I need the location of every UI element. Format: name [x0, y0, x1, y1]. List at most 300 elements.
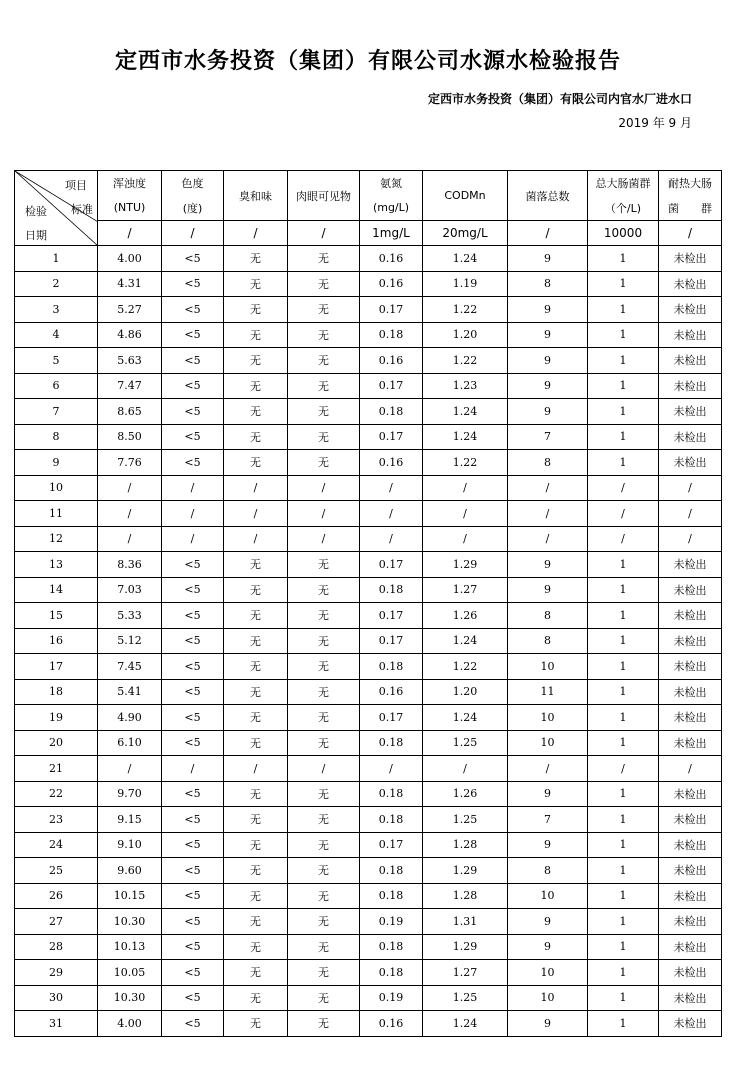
standard-row — [15, 221, 722, 246]
cell-coliforms: 1 — [588, 960, 659, 986]
cell-coliforms: 1 — [588, 705, 659, 731]
cell-coliforms: 1 — [588, 271, 659, 297]
cell-day: 2 — [15, 271, 98, 297]
table-row — [15, 399, 722, 425]
cell-codmn: 1.23 — [423, 373, 508, 399]
cell-visible-matter: 无 — [288, 603, 360, 629]
cell-odor: 无 — [224, 807, 288, 833]
cell-thermo-coliforms: 未检出 — [659, 807, 722, 833]
cell-color: <5 — [162, 1011, 224, 1037]
table-row — [15, 756, 722, 782]
cell-turbidity: 4.90 — [98, 705, 162, 731]
cell-turbidity: / — [98, 526, 162, 552]
table-row — [15, 679, 722, 705]
table-row — [15, 271, 722, 297]
cell-turbidity: 9.15 — [98, 807, 162, 833]
column-header-turbidity: 浑浊度 — [98, 171, 162, 196]
column-header-ammonia: 氨氮 — [360, 171, 423, 196]
table-row — [15, 730, 722, 756]
standard-cell: / — [288, 221, 360, 246]
cell-colony-count: 8 — [508, 271, 588, 297]
cell-odor: 无 — [224, 348, 288, 374]
standard-cell: 10000 — [588, 221, 659, 246]
cell-colony-count: 9 — [508, 909, 588, 935]
cell-color: <5 — [162, 883, 224, 909]
cell-thermo-coliforms: / — [659, 756, 722, 782]
cell-coliforms: 1 — [588, 654, 659, 680]
cell-day: 19 — [15, 705, 98, 731]
cell-codmn: 1.24 — [423, 705, 508, 731]
cell-ammonia: 0.16 — [360, 271, 423, 297]
column-header-colony-count: 菌落总数 — [508, 171, 588, 221]
cell-day: 1 — [15, 246, 98, 272]
cell-coliforms: 1 — [588, 985, 659, 1011]
cell-odor: 无 — [224, 603, 288, 629]
cell-visible-matter: 无 — [288, 832, 360, 858]
cell-ammonia: 0.18 — [360, 883, 423, 909]
cell-turbidity: 10.15 — [98, 883, 162, 909]
cell-color: <5 — [162, 705, 224, 731]
cell-visible-matter: / — [288, 756, 360, 782]
table-row — [15, 858, 722, 884]
column-header-color: 色度 — [162, 171, 224, 196]
column-header-coliforms: 总大肠菌群 — [588, 171, 659, 196]
cell-thermo-coliforms: 未检出 — [659, 832, 722, 858]
cell-coliforms: 1 — [588, 373, 659, 399]
cell-ammonia: 0.17 — [360, 705, 423, 731]
cell-colony-count: 9 — [508, 577, 588, 603]
cell-codmn: 1.22 — [423, 297, 508, 323]
cell-codmn: 1.29 — [423, 858, 508, 884]
report-period: 2019 年 9 月 — [618, 116, 692, 130]
cell-colony-count: 9 — [508, 297, 588, 323]
cell-color: <5 — [162, 450, 224, 476]
cell-colony-count: 11 — [508, 679, 588, 705]
cell-thermo-coliforms: 未检出 — [659, 246, 722, 272]
standard-cell: 1mg/L — [360, 221, 423, 246]
cell-ammonia: 0.16 — [360, 246, 423, 272]
table-row — [15, 807, 722, 833]
column-header-codmn: CODMn — [423, 171, 508, 221]
standard-cell: / — [659, 221, 722, 246]
cell-thermo-coliforms: 未检出 — [659, 552, 722, 578]
cell-color: <5 — [162, 807, 224, 833]
cell-visible-matter: 无 — [288, 297, 360, 323]
cell-colony-count: 10 — [508, 730, 588, 756]
table-row — [15, 322, 722, 348]
cell-visible-matter: / — [288, 501, 360, 527]
cell-visible-matter: 无 — [288, 322, 360, 348]
column-header-thermo-coliforms: 耐热大肠 — [659, 171, 722, 196]
cell-turbidity: 5.12 — [98, 628, 162, 654]
cell-visible-matter: 无 — [288, 552, 360, 578]
cell-turbidity: 7.03 — [98, 577, 162, 603]
cell-visible-matter: 无 — [288, 883, 360, 909]
cell-color: <5 — [162, 297, 224, 323]
cell-coliforms: 1 — [588, 679, 659, 705]
cell-colony-count: 9 — [508, 934, 588, 960]
cell-coliforms: 1 — [588, 399, 659, 425]
table-row — [15, 705, 722, 731]
cell-turbidity: 4.00 — [98, 1011, 162, 1037]
cell-thermo-coliforms: 未检出 — [659, 934, 722, 960]
cell-coliforms: 1 — [588, 807, 659, 833]
table-row — [15, 654, 722, 680]
cell-visible-matter: 无 — [288, 628, 360, 654]
cell-ammonia: 0.18 — [360, 807, 423, 833]
cell-color: <5 — [162, 271, 224, 297]
cell-day: 31 — [15, 1011, 98, 1037]
cell-turbidity: 7.76 — [98, 450, 162, 476]
cell-thermo-coliforms: 未检出 — [659, 654, 722, 680]
cell-day: 9 — [15, 450, 98, 476]
table-row — [15, 450, 722, 476]
cell-ammonia: 0.18 — [360, 730, 423, 756]
table-row — [15, 501, 722, 527]
cell-ammonia: 0.18 — [360, 781, 423, 807]
cell-codmn: 1.29 — [423, 934, 508, 960]
cell-turbidity: 7.47 — [98, 373, 162, 399]
cell-thermo-coliforms: / — [659, 501, 722, 527]
cell-colony-count: / — [508, 501, 588, 527]
corner-label-date: 日期 — [25, 229, 47, 242]
cell-turbidity: 7.45 — [98, 654, 162, 680]
cell-thermo-coliforms: 未检出 — [659, 348, 722, 374]
cell-turbidity: 5.41 — [98, 679, 162, 705]
cell-turbidity: 4.00 — [98, 246, 162, 272]
cell-ammonia: / — [360, 501, 423, 527]
cell-color: <5 — [162, 730, 224, 756]
cell-codmn: / — [423, 756, 508, 782]
cell-odor: 无 — [224, 654, 288, 680]
cell-odor: 无 — [224, 832, 288, 858]
cell-turbidity: 6.10 — [98, 730, 162, 756]
cell-visible-matter: 无 — [288, 1011, 360, 1037]
cell-thermo-coliforms: 未检出 — [659, 985, 722, 1011]
cell-visible-matter: 无 — [288, 985, 360, 1011]
cell-odor: 无 — [224, 297, 288, 323]
cell-visible-matter: 无 — [288, 399, 360, 425]
cell-turbidity: 8.50 — [98, 424, 162, 450]
table-row — [15, 577, 722, 603]
report-location: 定西市水务投资（集团）有限公司内官水厂进水口 — [427, 92, 692, 106]
cell-coliforms: 1 — [588, 832, 659, 858]
cell-visible-matter: 无 — [288, 373, 360, 399]
cell-odor: 无 — [224, 960, 288, 986]
cell-color: / — [162, 475, 224, 501]
cell-colony-count: 9 — [508, 552, 588, 578]
cell-ammonia: 0.18 — [360, 399, 423, 425]
cell-colony-count: 8 — [508, 603, 588, 629]
cell-ammonia: 0.16 — [360, 679, 423, 705]
cell-thermo-coliforms: / — [659, 475, 722, 501]
table-row — [15, 373, 722, 399]
cell-coliforms: 1 — [588, 348, 659, 374]
cell-visible-matter: 无 — [288, 654, 360, 680]
cell-colony-count: 9 — [508, 832, 588, 858]
cell-colony-count: 9 — [508, 781, 588, 807]
cell-ammonia: 0.17 — [360, 603, 423, 629]
cell-visible-matter: 无 — [288, 705, 360, 731]
cell-odor: 无 — [224, 577, 288, 603]
cell-codmn: 1.27 — [423, 960, 508, 986]
cell-odor: 无 — [224, 450, 288, 476]
cell-visible-matter: 无 — [288, 807, 360, 833]
cell-day: 12 — [15, 526, 98, 552]
cell-odor: 无 — [224, 552, 288, 578]
cell-thermo-coliforms: 未检出 — [659, 909, 722, 935]
table-row — [15, 781, 722, 807]
standard-cell: / — [162, 221, 224, 246]
cell-codmn: 1.24 — [423, 628, 508, 654]
cell-color: <5 — [162, 246, 224, 272]
cell-colony-count: 8 — [508, 628, 588, 654]
cell-thermo-coliforms: 未检出 — [659, 960, 722, 986]
cell-coliforms: / — [588, 475, 659, 501]
cell-color: <5 — [162, 858, 224, 884]
cell-colony-count: 9 — [508, 246, 588, 272]
cell-ammonia: 0.17 — [360, 373, 423, 399]
cell-odor: / — [224, 501, 288, 527]
standard-cell: / — [98, 221, 162, 246]
cell-ammonia: 0.19 — [360, 909, 423, 935]
cell-colony-count: / — [508, 756, 588, 782]
table-row — [15, 628, 722, 654]
cell-ammonia: 0.17 — [360, 424, 423, 450]
cell-codmn: 1.28 — [423, 883, 508, 909]
cell-codmn: / — [423, 526, 508, 552]
cell-visible-matter: 无 — [288, 730, 360, 756]
cell-codmn: 1.24 — [423, 1011, 508, 1037]
cell-visible-matter: 无 — [288, 960, 360, 986]
cell-codmn: 1.24 — [423, 424, 508, 450]
cell-day: 4 — [15, 322, 98, 348]
cell-visible-matter: 无 — [288, 450, 360, 476]
cell-codmn: 1.20 — [423, 679, 508, 705]
cell-color: <5 — [162, 348, 224, 374]
table-row — [15, 246, 722, 272]
cell-codmn: 1.24 — [423, 246, 508, 272]
cell-turbidity: 10.13 — [98, 934, 162, 960]
cell-visible-matter: / — [288, 475, 360, 501]
cell-day: 14 — [15, 577, 98, 603]
cell-color: <5 — [162, 679, 224, 705]
cell-day: 28 — [15, 934, 98, 960]
cell-ammonia: 0.18 — [360, 577, 423, 603]
cell-thermo-coliforms: 未检出 — [659, 399, 722, 425]
table-row — [15, 297, 722, 323]
cell-odor: 无 — [224, 934, 288, 960]
cell-coliforms: 1 — [588, 934, 659, 960]
cell-ammonia: / — [360, 526, 423, 552]
cell-colony-count: / — [508, 475, 588, 501]
cell-day: 6 — [15, 373, 98, 399]
cell-codmn: 1.29 — [423, 552, 508, 578]
cell-day: 26 — [15, 883, 98, 909]
cell-color: / — [162, 756, 224, 782]
cell-colony-count: / — [508, 526, 588, 552]
cell-color: <5 — [162, 552, 224, 578]
cell-visible-matter: 无 — [288, 679, 360, 705]
cell-coliforms: 1 — [588, 322, 659, 348]
cell-odor: 无 — [224, 246, 288, 272]
table-row — [15, 1011, 722, 1037]
cell-thermo-coliforms: 未检出 — [659, 424, 722, 450]
cell-coliforms: 1 — [588, 858, 659, 884]
cell-color: <5 — [162, 603, 224, 629]
cell-colony-count: 10 — [508, 883, 588, 909]
cell-codmn: 1.26 — [423, 781, 508, 807]
cell-turbidity: 5.27 — [98, 297, 162, 323]
cell-color: <5 — [162, 577, 224, 603]
cell-colony-count: 10 — [508, 654, 588, 680]
corner-label-item: 项目 — [65, 179, 87, 192]
cell-thermo-coliforms: 未检出 — [659, 577, 722, 603]
cell-turbidity: 8.65 — [98, 399, 162, 425]
cell-visible-matter: 无 — [288, 781, 360, 807]
cell-colony-count: 8 — [508, 450, 588, 476]
cell-turbidity: 4.86 — [98, 322, 162, 348]
cell-colony-count: 9 — [508, 322, 588, 348]
cell-odor: 无 — [224, 322, 288, 348]
table-row — [15, 960, 722, 986]
cell-day: 10 — [15, 475, 98, 501]
cell-thermo-coliforms: 未检出 — [659, 628, 722, 654]
cell-coliforms: 1 — [588, 909, 659, 935]
cell-colony-count: 9 — [508, 348, 588, 374]
cell-coliforms: / — [588, 756, 659, 782]
cell-color: / — [162, 526, 224, 552]
cell-visible-matter: 无 — [288, 271, 360, 297]
cell-thermo-coliforms: 未检出 — [659, 858, 722, 884]
cell-coliforms: 1 — [588, 450, 659, 476]
cell-day: 29 — [15, 960, 98, 986]
water-quality-table — [14, 170, 722, 1037]
cell-visible-matter: 无 — [288, 909, 360, 935]
table-body — [15, 246, 722, 1037]
cell-colony-count: 9 — [508, 373, 588, 399]
column-header-odor: 臭和味 — [224, 171, 288, 221]
cell-colony-count: 8 — [508, 858, 588, 884]
cell-codmn: 1.22 — [423, 450, 508, 476]
cell-day: 18 — [15, 679, 98, 705]
table-header — [15, 171, 722, 246]
cell-coliforms: 1 — [588, 883, 659, 909]
corner-header-cell — [15, 171, 98, 246]
cell-ammonia: 0.18 — [360, 654, 423, 680]
cell-day: 3 — [15, 297, 98, 323]
table-row — [15, 883, 722, 909]
cell-odor: 无 — [224, 399, 288, 425]
cell-day: 5 — [15, 348, 98, 374]
cell-coliforms: / — [588, 501, 659, 527]
cell-thermo-coliforms: 未检出 — [659, 883, 722, 909]
cell-odor: 无 — [224, 858, 288, 884]
cell-thermo-coliforms: 未检出 — [659, 705, 722, 731]
cell-visible-matter: 无 — [288, 348, 360, 374]
table-row — [15, 603, 722, 629]
cell-codmn: 1.31 — [423, 909, 508, 935]
cell-colony-count: 7 — [508, 807, 588, 833]
table-row — [15, 475, 722, 501]
cell-color: <5 — [162, 781, 224, 807]
cell-coliforms: 1 — [588, 781, 659, 807]
cell-odor: 无 — [224, 271, 288, 297]
cell-coliforms: 1 — [588, 297, 659, 323]
cell-day: 24 — [15, 832, 98, 858]
cell-odor: 无 — [224, 909, 288, 935]
cell-day: 21 — [15, 756, 98, 782]
cell-ammonia: 0.16 — [360, 1011, 423, 1037]
cell-turbidity: 5.63 — [98, 348, 162, 374]
cell-odor: 无 — [224, 985, 288, 1011]
cell-color: <5 — [162, 373, 224, 399]
cell-thermo-coliforms: 未检出 — [659, 373, 722, 399]
cell-coliforms: 1 — [588, 603, 659, 629]
cell-odor: 无 — [224, 1011, 288, 1037]
standard-cell: / — [224, 221, 288, 246]
cell-colony-count: 10 — [508, 960, 588, 986]
cell-thermo-coliforms: / — [659, 526, 722, 552]
column-unit-ammonia: (mg/L) — [360, 196, 423, 221]
report-title: 定西市水务投资（集团）有限公司水源水检验报告 — [114, 49, 621, 74]
cell-colony-count: 7 — [508, 424, 588, 450]
cell-day: 16 — [15, 628, 98, 654]
column-unit-turbidity: (NTU) — [98, 196, 162, 221]
cell-turbidity: 10.30 — [98, 909, 162, 935]
cell-colony-count: 10 — [508, 985, 588, 1011]
cell-day: 17 — [15, 654, 98, 680]
table-row — [15, 424, 722, 450]
cell-odor: 无 — [224, 424, 288, 450]
cell-coliforms: 1 — [588, 246, 659, 272]
cell-codmn: / — [423, 501, 508, 527]
cell-odor: 无 — [224, 679, 288, 705]
column-unit-thermo-coliforms: 菌 群 — [659, 196, 722, 221]
cell-day: 8 — [15, 424, 98, 450]
cell-odor: / — [224, 526, 288, 552]
cell-visible-matter: 无 — [288, 934, 360, 960]
cell-turbidity: / — [98, 475, 162, 501]
table-row — [15, 934, 722, 960]
cell-ammonia: / — [360, 756, 423, 782]
cell-day: 11 — [15, 501, 98, 527]
cell-codmn: 1.25 — [423, 730, 508, 756]
table-row — [15, 985, 722, 1011]
cell-ammonia: / — [360, 475, 423, 501]
standard-cell: 20mg/L — [423, 221, 508, 246]
cell-color: <5 — [162, 832, 224, 858]
cell-codmn: 1.19 — [423, 271, 508, 297]
cell-visible-matter: 无 — [288, 577, 360, 603]
cell-odor: 无 — [224, 883, 288, 909]
cell-color: <5 — [162, 628, 224, 654]
cell-ammonia: 0.17 — [360, 297, 423, 323]
cell-turbidity: 10.30 — [98, 985, 162, 1011]
cell-turbidity: 4.31 — [98, 271, 162, 297]
cell-codmn: 1.20 — [423, 322, 508, 348]
cell-ammonia: 0.17 — [360, 628, 423, 654]
cell-odor: 无 — [224, 628, 288, 654]
cell-ammonia: 0.19 — [360, 985, 423, 1011]
cell-colony-count: 9 — [508, 1011, 588, 1037]
cell-thermo-coliforms: 未检出 — [659, 450, 722, 476]
cell-day: 25 — [15, 858, 98, 884]
cell-day: 7 — [15, 399, 98, 425]
cell-codmn: 1.25 — [423, 807, 508, 833]
corner-label-inspect: 检验 — [25, 205, 47, 218]
cell-turbidity: 9.70 — [98, 781, 162, 807]
